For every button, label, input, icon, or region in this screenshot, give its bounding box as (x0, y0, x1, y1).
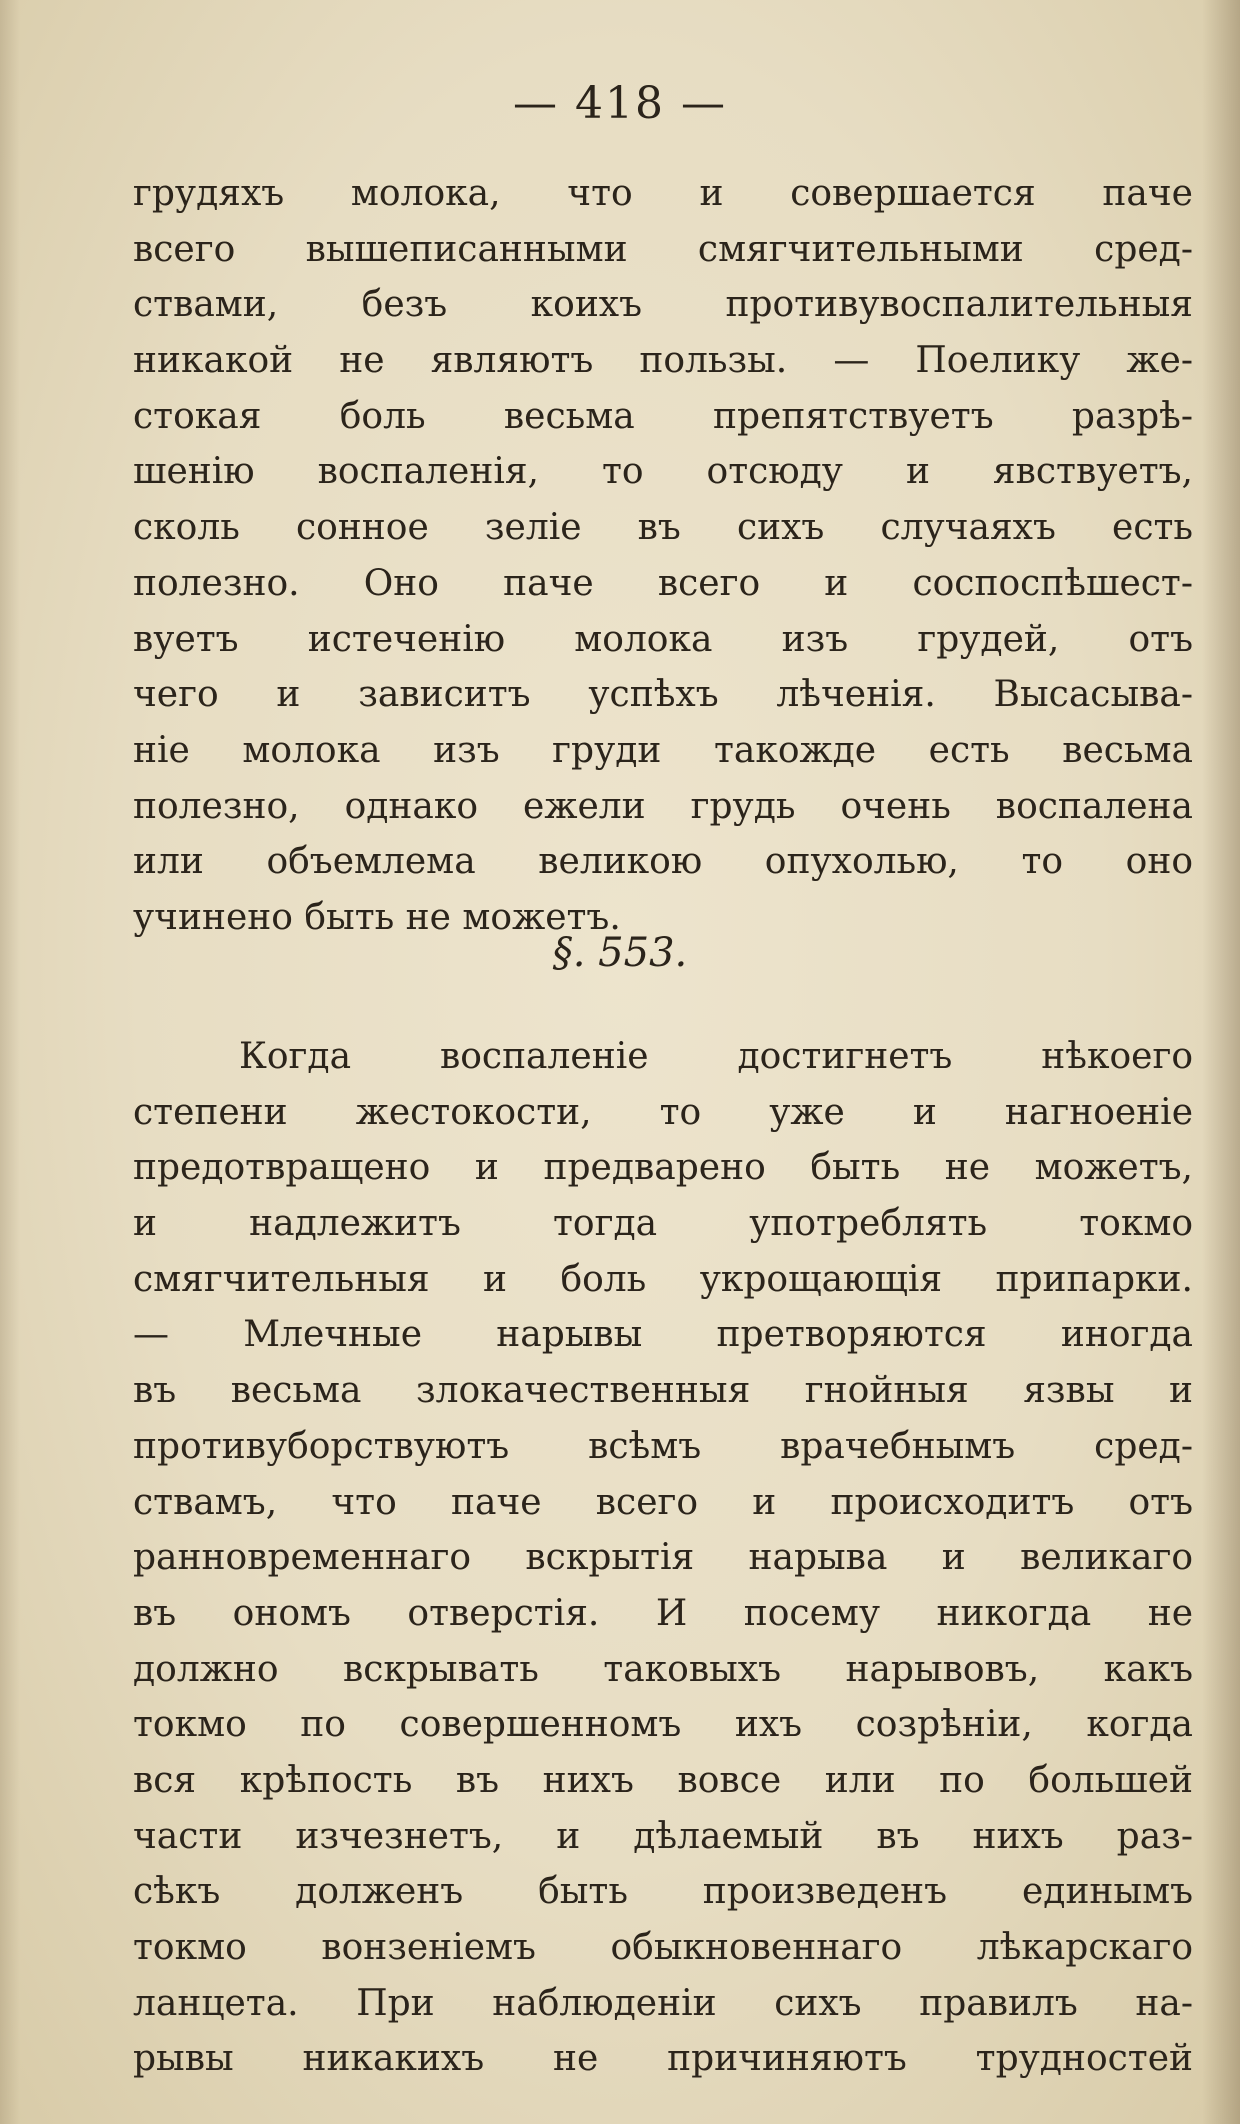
section-heading: §. 553. (552, 930, 688, 976)
text-line: ствами, безъ коихъ противувоспалительныя (133, 284, 1193, 326)
text-line: въ ономъ отверстія. И посему никогда не (133, 1592, 1193, 1634)
text-line: и надлежитъ тогда употреблять токмо (133, 1203, 1193, 1245)
text-line: степени жестокости, то уже и нагноеніе (133, 1091, 1193, 1133)
text-line: сколь сонное зеліе въ сихъ случаяхъ есть (133, 507, 1193, 549)
text-line: шенію воспаленія, то отсюду и явствуетъ, (133, 451, 1193, 493)
text-line: учинено быть не можетъ. (133, 896, 621, 938)
text-line: Когда воспаленіе достигнетъ нѣкоего (239, 1036, 1193, 1077)
text-line: сѣкъ долженъ быть произведенъ единымъ (133, 1871, 1193, 1913)
text-line: должно вскрывать таковыхъ нарывовъ, какъ (133, 1648, 1193, 1690)
text-line: ніе молока изъ груди такожде есть весьма (133, 729, 1193, 771)
page-left-edge (0, 0, 20, 2124)
text-line: части изчезнетъ, и дѣлаемый въ нихъ раз- (133, 1815, 1193, 1857)
text-line: въ весьма злокачественныя гнойныя язвы и (133, 1370, 1193, 1412)
text-line: — Млечные нарывы претворяются иногда (133, 1314, 1193, 1356)
text-line: рывы никакихъ не причиняютъ трудностей (133, 2038, 1193, 2080)
text-line: стокая боль весьма препятствуетъ разрѣ- (133, 395, 1193, 437)
text-line: вуетъ истеченію молока изъ грудей, отъ (133, 618, 1193, 660)
paragraph-section-553 (133, 1029, 1193, 2087)
text-line: смягчительныя и боль укрощающія припарки. (133, 1258, 1193, 1300)
text-line: чего и зависитъ успѣхъ лѣченія. Высасыва- (133, 674, 1193, 716)
text-line: ствамъ, что паче всего и происходитъ отъ (133, 1481, 1193, 1523)
text-line: полезно, однако ежели грудь очень воспалена (133, 785, 1193, 827)
text-line: противуборствуютъ всѣмъ врачебнымъ сред- (133, 1425, 1193, 1467)
text-line: предотвращено и предварено быть не можетъ, (133, 1147, 1193, 1189)
text-line: вся крѣпость въ нихъ вовсе или по большей (133, 1759, 1193, 1801)
text-line: полезно. Оно паче всего и соспоспѣшест- (133, 562, 1193, 604)
text-line: ранновременнаго вскрытія нарыва и великаго (133, 1537, 1193, 1579)
text-line: ланцета. При наблюденіи сихъ правилъ на- (133, 1982, 1193, 2024)
page-number: — 418 — (513, 78, 727, 129)
text-line: токмо вонзеніемъ обыкновеннаго лѣкарскаго (133, 1927, 1193, 1968)
text-line: токмо по совершенномъ ихъ созрѣніи, когда (133, 1704, 1193, 1746)
page-spine-shadow (1202, 0, 1240, 2124)
paragraph-continuation (133, 166, 1193, 946)
text-line: или объемлема великою опухолью, то оно (133, 841, 1193, 883)
text-line: грудяхъ молока, что и совершается паче (133, 173, 1193, 214)
text-line: всего вышеписанными смягчительными сред- (133, 228, 1193, 270)
text-line: никакой не являютъ пользы. — Поелику же- (133, 340, 1193, 382)
